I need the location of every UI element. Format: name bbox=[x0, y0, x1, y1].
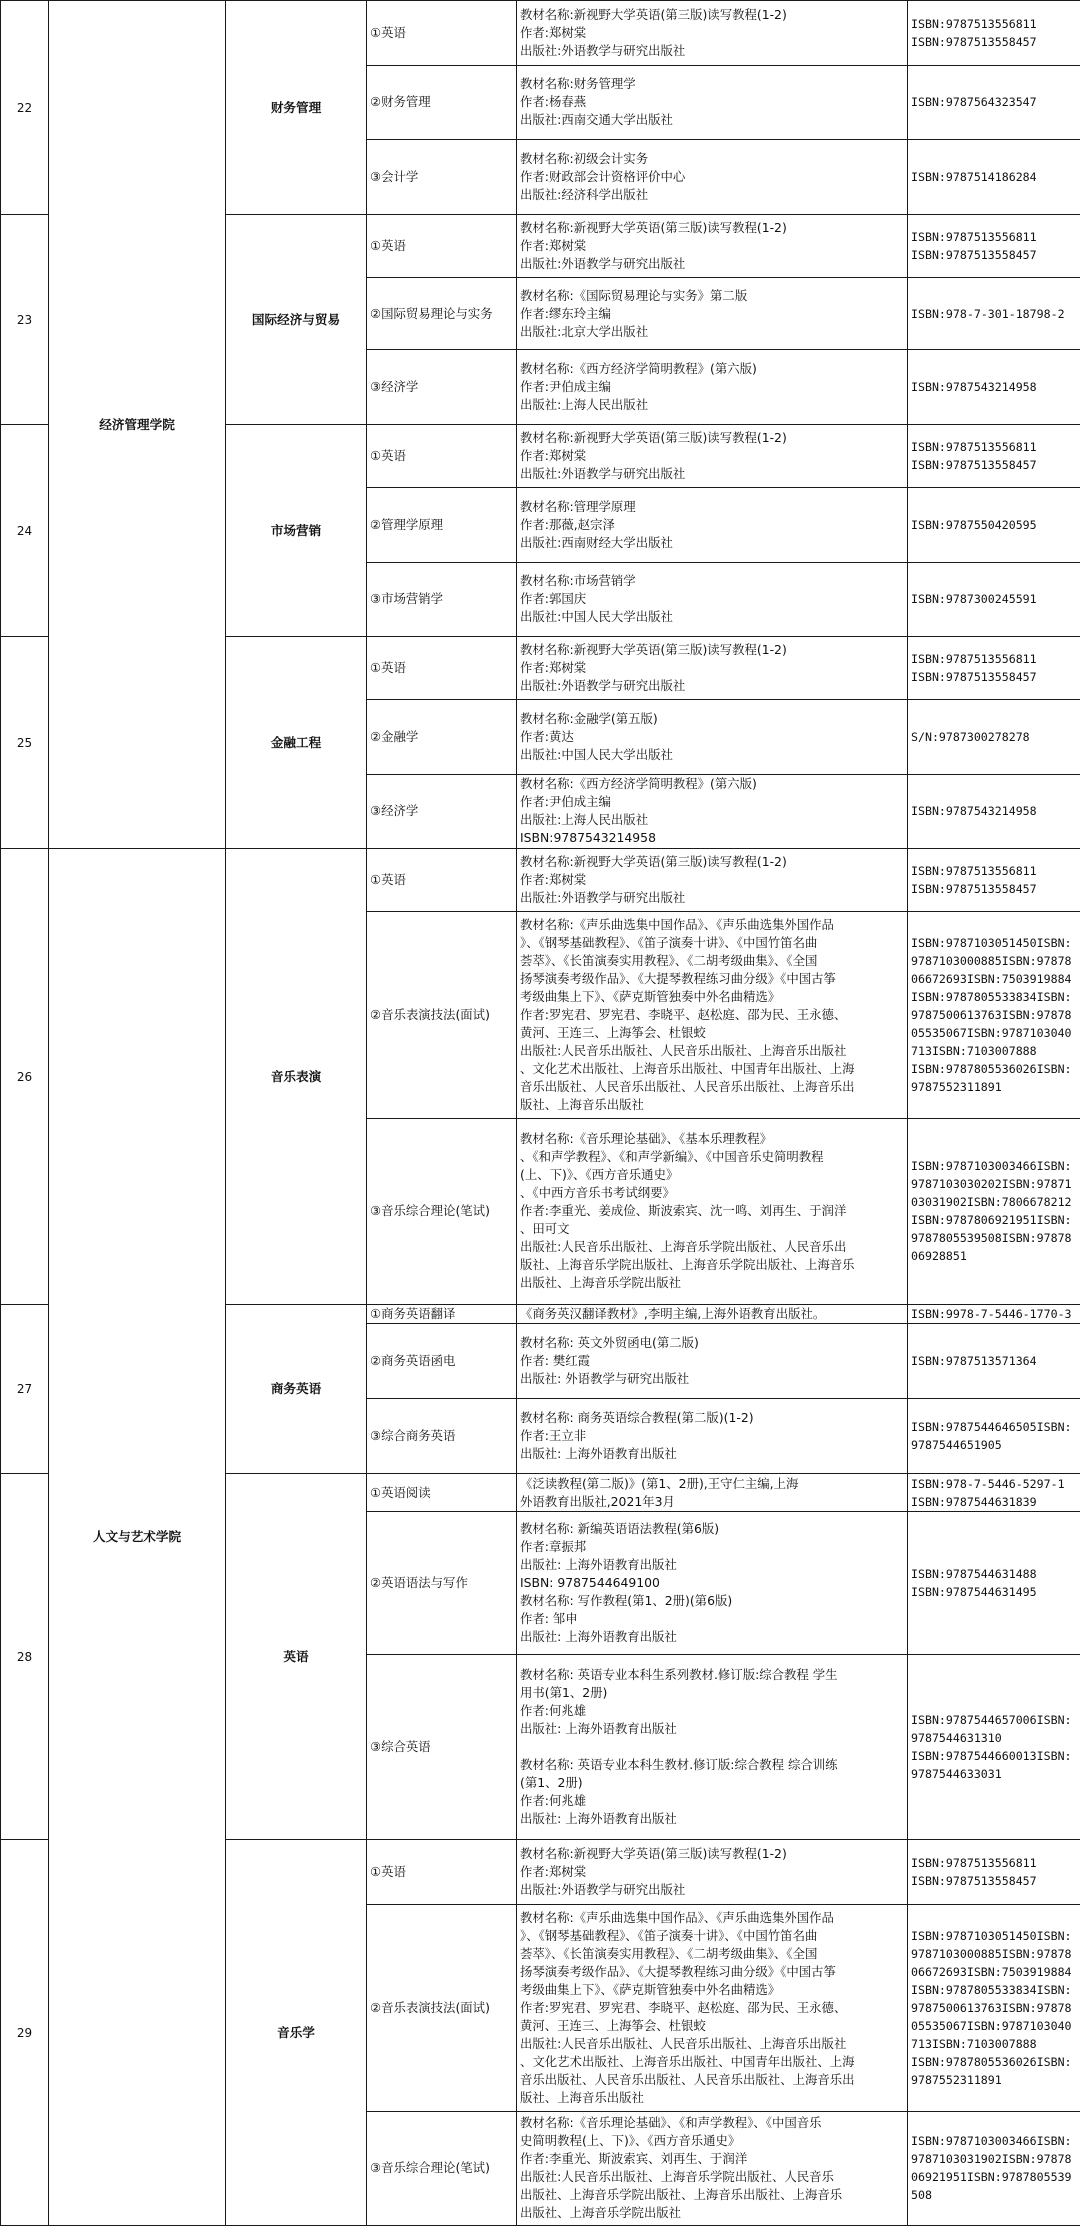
textbook-line: 出版社: 上海外语教育出版社 bbox=[520, 1629, 677, 1645]
isbn-line: 06928851 bbox=[911, 1249, 967, 1264]
isbn-line: ISBN:9787805536026ISBN: bbox=[911, 2054, 1072, 2069]
textbook-line: 考级曲集上下》、《萨克斯管独奏中外名曲精选》 bbox=[520, 1981, 781, 1997]
isbn-info bbox=[908, 774, 1080, 849]
textbook-line: 教材名称: 英文外贸函电(第二版) bbox=[520, 1334, 699, 1350]
isbn-line: 9787103000885ISBN:97878 bbox=[911, 1946, 1072, 1961]
course-name: ③经济学 bbox=[367, 774, 517, 849]
textbook-line: 作者:财政部会计资格评价中心 bbox=[520, 169, 686, 185]
textbook-line: 教材名称: 新编英语语法教程(第6版) bbox=[520, 1521, 720, 1537]
textbook-line: 教材名称:新视野大学英语(第三版)读写教程(1-2) bbox=[520, 854, 787, 870]
isbn-line: 9787103031902ISBN:97878 bbox=[911, 2152, 1072, 2167]
course-name: ①英语阅读 bbox=[367, 1474, 517, 1511]
textbook-line: 作者:郑树棠 bbox=[520, 1863, 587, 1879]
textbook-info bbox=[517, 562, 908, 637]
textbook-line: 出版社:中国人民大学出版社 bbox=[520, 746, 673, 762]
textbook-line: 作者:李重光、姜成俭、斯波索宾、沈一鸣、刘再生、于润洋 bbox=[520, 1203, 847, 1219]
isbn-line: ISBN:9787513556811 bbox=[911, 439, 1037, 454]
course-name: ②管理学原理 bbox=[367, 487, 517, 562]
textbook-line: 出版社:上海人民出版社 bbox=[520, 397, 649, 413]
textbook-line: 作者:尹伯成主编 bbox=[520, 794, 611, 810]
isbn-info bbox=[908, 350, 1080, 425]
course-name: ③会计学 bbox=[367, 140, 517, 215]
textbook-line: 出版社:人民音乐出版社、人民音乐出版社、上海音乐出版社 bbox=[520, 1042, 847, 1058]
isbn-line: ISBN:9787564323547 bbox=[911, 95, 1037, 110]
isbn-info bbox=[908, 1474, 1080, 1511]
textbook-line: 、文化艺术出版社、上海音乐出版社、中国青年出版社、上海 bbox=[520, 1060, 855, 1076]
course-name: ①英语 bbox=[367, 1, 517, 66]
textbook-line: 出版社:人民音乐出版社、上海音乐学院出版社、人民音乐出 bbox=[520, 1239, 847, 1255]
textbook-info bbox=[517, 1511, 908, 1654]
textbook-line: 教材名称: 写作教程(第1、2册)(第6版) bbox=[520, 1593, 733, 1609]
course-name: ③音乐综合理论(笔试) bbox=[367, 2111, 517, 2225]
isbn-line: ISBN:9787513558457 bbox=[911, 670, 1037, 685]
isbn-line: ISBN:9787544631488 bbox=[911, 1567, 1037, 1582]
textbook-line: 作者: 邹申 bbox=[520, 1611, 578, 1627]
isbn-line: 713ISBN:7103007888 bbox=[911, 2036, 1037, 2051]
textbook-line: 教材名称:《声乐曲选集中国作品》、《声乐曲选集外国作品 bbox=[520, 1909, 834, 1925]
isbn-line: 9787544651905 bbox=[911, 1438, 1002, 1453]
textbook-info bbox=[517, 1398, 908, 1474]
textbook-line: (第1、2册) bbox=[520, 1775, 583, 1791]
row-number: 22 bbox=[1, 1, 49, 215]
isbn-line: ISBN:9787300245591 bbox=[911, 592, 1037, 607]
isbn-line: ISBN:9787513571364 bbox=[911, 1353, 1037, 1368]
course-name: ①英语 bbox=[367, 425, 517, 488]
textbook-line: 荟萃》、《长笛演奏实用教程》、《二胡考级曲集》、《全国 bbox=[520, 1945, 818, 1961]
textbook-line: 、《中西方音乐书考试纲要》 bbox=[520, 1185, 675, 1201]
textbook-line: 出版社:人民音乐出版社、上海音乐学院出版社、人民音乐 bbox=[520, 2169, 834, 2185]
row-number: 23 bbox=[1, 215, 49, 425]
course-name: ③音乐综合理论(笔试) bbox=[367, 1118, 517, 1304]
textbook-line: 作者:黄达 bbox=[520, 728, 574, 744]
course-name: ②金融学 bbox=[367, 699, 517, 774]
textbook-line: 作者:那薇,赵宗泽 bbox=[520, 516, 615, 532]
textbook-line: 版社、上海音乐学院出版社、上海音乐学院出版社、上海音乐 bbox=[520, 1257, 855, 1273]
textbook-line: 出版社: 上海外语教育出版社 bbox=[520, 1721, 677, 1737]
textbook-line: ISBN: 9787544649100 bbox=[520, 1575, 660, 1591]
row-number: 28 bbox=[1, 1474, 49, 1840]
isbn-line: 9787552311891 bbox=[911, 2072, 1002, 2087]
course-name: ②国际贸易理论与实务 bbox=[367, 277, 517, 350]
course-name: ①英语 bbox=[367, 215, 517, 278]
textbook-line: 版社、上海音乐出版社 bbox=[520, 2089, 644, 2105]
isbn-line: 9787500613763ISBN:97878 bbox=[911, 2000, 1072, 2015]
isbn-line: ISBN:9787805533834ISBN: bbox=[911, 989, 1072, 1004]
textbook-line: 出版社:外语教学与研究出版社 bbox=[520, 678, 686, 694]
textbook-line: 出版社: 外语教学与研究出版社 bbox=[520, 1370, 690, 1386]
textbook-line: 扬琴演奏考级作品》、《大提琴教程练习曲分级》《中国古筝 bbox=[520, 970, 836, 986]
textbook-line: 出版社:北京大学出版社 bbox=[520, 323, 649, 339]
textbook-line: 教材名称:财务管理学 bbox=[520, 76, 636, 92]
textbook-line: 荟萃》、《长笛演奏实用教程》、《二胡考级曲集》、《全国 bbox=[520, 952, 818, 968]
course-name: ③市场营销学 bbox=[367, 562, 517, 637]
isbn-info bbox=[908, 277, 1080, 350]
textbook-info bbox=[517, 1655, 908, 1840]
isbn-line: ISBN:9787544660013ISBN: bbox=[911, 1749, 1072, 1764]
table-row bbox=[1, 1, 1080, 66]
isbn-line: 9787544631310 bbox=[911, 1731, 1002, 1746]
isbn-line: ISBN:9787513558457 bbox=[911, 247, 1037, 262]
textbook-info bbox=[517, 215, 908, 278]
isbn-info bbox=[908, 1511, 1080, 1654]
isbn-line: ISBN:9787103051450ISBN: bbox=[911, 1928, 1072, 1943]
textbook-line: 出版社、上海音乐学院出版社 bbox=[520, 1275, 682, 1291]
isbn-info bbox=[908, 562, 1080, 637]
row-number: 26 bbox=[1, 849, 49, 1304]
isbn-line: 9787500613763ISBN:97878 bbox=[911, 1007, 1072, 1022]
textbook-info bbox=[517, 2111, 908, 2225]
isbn-line: 05535067ISBN:9787103040 bbox=[911, 1025, 1072, 1040]
isbn-info bbox=[908, 1323, 1080, 1398]
row-number: 29 bbox=[1, 1840, 49, 2226]
textbook-line: 作者:章振邦 bbox=[520, 1539, 587, 1555]
isbn-line: ISBN:9787513556811 bbox=[911, 864, 1037, 879]
isbn-line: 9787805539508ISBN:97878 bbox=[911, 1231, 1072, 1246]
isbn-info bbox=[908, 425, 1080, 488]
textbook-line: 出版社:上海人民出版社 bbox=[520, 812, 649, 828]
textbook-info bbox=[517, 1474, 908, 1511]
textbook-line: 出版社:外语教学与研究出版社 bbox=[520, 42, 686, 58]
textbook-line: 史简明教程(上、下)》、《西方音乐通史》 bbox=[520, 2133, 741, 2149]
major-name: 金融工程 bbox=[226, 637, 367, 849]
textbook-info bbox=[517, 1, 908, 66]
isbn-line: ISBN:9787544631839 bbox=[911, 1494, 1037, 1509]
textbook-line: 、文化艺术出版社、上海音乐出版社、中国青年出版社、上海 bbox=[520, 2053, 855, 2069]
isbn-line: S/N:9787300278278 bbox=[911, 729, 1030, 744]
textbook-line: 出版社: 上海外语教育出版社 bbox=[520, 1446, 677, 1462]
isbn-line: ISBN:9787544657006ISBN: bbox=[911, 1713, 1072, 1728]
textbook-line: 教材名称:金融学(第五版) bbox=[520, 710, 658, 726]
textbook-info bbox=[517, 637, 908, 700]
isbn-info bbox=[908, 1840, 1080, 1905]
course-name: ①英语 bbox=[367, 849, 517, 912]
textbook-line: 出版社: 上海外语教育出版社 bbox=[520, 1811, 677, 1827]
textbook-info bbox=[517, 699, 908, 774]
isbn-line: ISBN:9787513556811 bbox=[911, 652, 1037, 667]
textbook-line: 出版社:人民音乐出版社、人民音乐出版社、上海音乐出版社 bbox=[520, 2035, 847, 2051]
major-name: 音乐学 bbox=[226, 1840, 367, 2226]
textbook-line: 作者:郭国庆 bbox=[520, 591, 587, 607]
isbn-line: ISBN:9787103051450ISBN: bbox=[911, 935, 1072, 950]
textbook-line: 作者:杨春燕 bbox=[520, 94, 587, 110]
isbn-line: ISBN:9787513556811 bbox=[911, 1855, 1037, 1870]
isbn-info bbox=[908, 1655, 1080, 1840]
textbook-line: 教材名称: 英语专业本科生教材.修订版:综合教程 综合训练 bbox=[520, 1757, 838, 1773]
isbn-line: ISBN:9787103003466ISBN: bbox=[911, 2134, 1072, 2149]
isbn-info bbox=[908, 1, 1080, 66]
textbook-line: 外语教育出版社,2021年3月 bbox=[520, 1493, 675, 1509]
major-name: 市场营销 bbox=[226, 425, 367, 637]
textbook-info bbox=[517, 1840, 908, 1905]
textbook-line: 教材名称:《西方经济学简明教程》(第六版) bbox=[520, 361, 757, 377]
textbook-line: 出版社、上海音乐学院出版社 bbox=[520, 2205, 682, 2221]
isbn-line: ISBN:9787513558457 bbox=[911, 882, 1037, 897]
isbn-line: ISBN:9787544646505ISBN: bbox=[911, 1420, 1072, 1435]
textbook-line: 音乐出版社、人民音乐出版社、人民音乐出版社、上海音乐出 bbox=[520, 1078, 855, 1094]
textbook-line: 出版社:外语教学与研究出版社 bbox=[520, 890, 686, 906]
major-name: 国际经济与贸易 bbox=[226, 215, 367, 425]
textbook-line: 》、《钢琴基础教程》、《笛子演奏十讲》、《中国竹笛名曲 bbox=[520, 934, 818, 950]
textbook-line: 教材名称:管理学原理 bbox=[520, 498, 636, 514]
textbook-line: 教材名称:《音乐理论基础》、《和声学教程》、《中国音乐 bbox=[520, 2115, 822, 2131]
textbook-line: 《泛读教程(第二版)》(第1、2册),王守仁主编,上海 bbox=[520, 1475, 799, 1491]
major-name: 财务管理 bbox=[226, 1, 367, 215]
textbook-line: 教材名称:新视野大学英语(第三版)读写教程(1-2) bbox=[520, 219, 787, 235]
textbook-line: 黄河、王连三、上海筝会、杜银蛟 bbox=[520, 2017, 706, 2033]
isbn-info bbox=[908, 911, 1080, 1118]
textbook-info bbox=[517, 487, 908, 562]
textbook-line: 作者:郑树棠 bbox=[520, 24, 587, 40]
textbook-line: 教材名称:新视野大学英语(第三版)读写教程(1-2) bbox=[520, 6, 787, 22]
isbn-info bbox=[908, 487, 1080, 562]
textbook-line: 作者:缪东玲主编 bbox=[520, 305, 611, 321]
isbn-line: ISBN:9787513558457 bbox=[911, 1873, 1037, 1888]
textbook-line: 《商务英汉翻译教材》,李明主编,上海外语教育出版社。 bbox=[520, 1305, 826, 1321]
isbn-info bbox=[908, 699, 1080, 774]
textbook-line: 教材名称:《西方经济学简明教程》(第六版) bbox=[520, 776, 757, 792]
textbook-line: 音乐出版社、人民音乐出版社、人民音乐出版社、上海音乐出 bbox=[520, 2071, 855, 2087]
textbook-info bbox=[517, 1118, 908, 1304]
isbn-line: ISBN:978-7-301-18798-2 bbox=[911, 306, 1065, 321]
textbook-line: 出版社:外语教学与研究出版社 bbox=[520, 255, 686, 271]
textbook-line: ISBN:9787543214958 bbox=[520, 830, 656, 846]
textbook-line: 作者:何兆雄 bbox=[520, 1703, 587, 1719]
textbook-line: 作者:何兆雄 bbox=[520, 1793, 587, 1809]
college-name: 人文与艺术学院 bbox=[49, 849, 226, 2226]
textbook-line: 出版社:西南财经大学出版社 bbox=[520, 534, 673, 550]
textbook-info bbox=[517, 425, 908, 488]
textbook-info bbox=[517, 911, 908, 1118]
row-number: 25 bbox=[1, 637, 49, 849]
major-name: 英语 bbox=[226, 1474, 367, 1840]
isbn-info bbox=[908, 65, 1080, 140]
isbn-line: ISBN:9787513558457 bbox=[911, 34, 1037, 49]
course-name: ③综合商务英语 bbox=[367, 1398, 517, 1474]
isbn-line: ISBN:9787805533834ISBN: bbox=[911, 1982, 1072, 1997]
isbn-info bbox=[908, 140, 1080, 215]
isbn-line: 06672693ISBN:7503919884 bbox=[911, 971, 1072, 986]
textbook-info bbox=[517, 1904, 908, 2111]
textbook-line: 考级曲集上下》、《萨克斯管独奏中外名曲精选》 bbox=[520, 988, 781, 1004]
isbn-line: 713ISBN:7103007888 bbox=[911, 1043, 1037, 1058]
textbook-info bbox=[517, 350, 908, 425]
isbn-line: 06921951ISBN:9787805539 bbox=[911, 2170, 1072, 2185]
textbook-info bbox=[517, 1323, 908, 1398]
isbn-line: 9787552311891 bbox=[911, 1079, 1002, 1094]
isbn-line: ISBN:9787513558457 bbox=[911, 457, 1037, 472]
textbook-line: 作者:罗宪君、罗宪君、李晓平、赵松庭、邵为民、王永德、 bbox=[520, 1999, 847, 2015]
college-name: 经济管理学院 bbox=[49, 1, 226, 849]
isbn-info bbox=[908, 1118, 1080, 1304]
isbn-line: ISBN:9787550420595 bbox=[911, 517, 1037, 532]
textbook-line: 、田可文 bbox=[520, 1221, 570, 1237]
isbn-info bbox=[908, 637, 1080, 700]
textbook-line: 教材名称:《声乐曲选集中国作品》、《声乐曲选集外国作品 bbox=[520, 916, 834, 932]
isbn-line: ISBN:978-7-5446-5297-1 bbox=[911, 1476, 1065, 1491]
textbook-line: 教材名称: 英语专业本科生系列教材.修订版:综合教程 学生 bbox=[520, 1667, 838, 1683]
textbook-line: 作者:罗宪君、罗宪君、李晓平、赵松庭、邵为民、王永德、 bbox=[520, 1006, 847, 1022]
isbn-line: 03031902ISBN:7806678212 bbox=[911, 1195, 1072, 1210]
textbook-line: 出版社、上海音乐学院出版社、上海音乐出版社、上海音乐 bbox=[520, 2187, 843, 2203]
isbn-info bbox=[908, 215, 1080, 278]
course-name: ②英语语法与写作 bbox=[367, 1511, 517, 1654]
isbn-line: ISBN:9787514186284 bbox=[911, 170, 1037, 185]
textbook-line: 作者:李重光、斯波索宾、刘再生、于润洋 bbox=[520, 2151, 748, 2167]
textbook-line: 、《和声学教程》、《和声学新编》、《中国音乐史简明教程 bbox=[520, 1149, 824, 1165]
course-name: ②商务英语函电 bbox=[367, 1323, 517, 1398]
major-name: 音乐表演 bbox=[226, 849, 367, 1304]
textbook-line bbox=[520, 1738, 904, 1756]
isbn-line: 9787544633031 bbox=[911, 1767, 1002, 1782]
isbn-line: 9787103000885ISBN:97878 bbox=[911, 953, 1072, 968]
isbn-info bbox=[908, 849, 1080, 912]
isbn-line: ISBN:9787544631495 bbox=[911, 1585, 1037, 1600]
textbook-line: 教材名称:新视野大学英语(第三版)读写教程(1-2) bbox=[520, 429, 787, 445]
isbn-line: ISBN:9787543214958 bbox=[911, 804, 1037, 819]
textbook-line: 作者:郑树棠 bbox=[520, 660, 587, 676]
textbook-line: 作者:郑树棠 bbox=[520, 447, 587, 463]
textbook-info bbox=[517, 65, 908, 140]
textbook-line: 》、《钢琴基础教程》、《笛子演奏十讲》、《中国竹笛名曲 bbox=[520, 1927, 818, 1943]
textbook-line: 教材名称:《音乐理论基础》、《基本乐理教程》 bbox=[520, 1131, 772, 1147]
textbook-line: (上、下)》、《西方音乐通史》 bbox=[520, 1167, 679, 1183]
textbook-line: 出版社:外语教学与研究出版社 bbox=[520, 465, 686, 481]
course-name: ①英语 bbox=[367, 1840, 517, 1905]
textbook-line: 用书(第1、2册) bbox=[520, 1685, 608, 1701]
course-name: ③综合英语 bbox=[367, 1655, 517, 1840]
textbook-info bbox=[517, 774, 908, 849]
major-name: 商务英语 bbox=[226, 1304, 367, 1474]
isbn-line: 05535067ISBN:9787103040 bbox=[911, 2018, 1072, 2033]
textbook-line: 黄河、王连三、上海筝会、杜银蛟 bbox=[520, 1024, 706, 1040]
isbn-line: ISBN:9787805536026ISBN: bbox=[911, 1061, 1072, 1076]
course-name: ①商务英语翻译 bbox=[367, 1304, 517, 1323]
textbook-info bbox=[517, 140, 908, 215]
row-number: 24 bbox=[1, 425, 49, 637]
row-number: 27 bbox=[1, 1304, 49, 1474]
textbook-line: 教材名称:市场营销学 bbox=[520, 573, 636, 589]
textbook-info bbox=[517, 277, 908, 350]
isbn-info bbox=[908, 2111, 1080, 2225]
textbook-info bbox=[517, 1304, 908, 1323]
isbn-line: ISBN:9787513556811 bbox=[911, 16, 1037, 31]
isbn-line: ISBN:9787543214958 bbox=[911, 380, 1037, 395]
isbn-line: 9787103030202ISBN:97871 bbox=[911, 1177, 1072, 1192]
course-name: ③经济学 bbox=[367, 350, 517, 425]
textbook-line: 教材名称:新视野大学英语(第三版)读写教程(1-2) bbox=[520, 642, 787, 658]
textbook-line: 作者:王立非 bbox=[520, 1428, 587, 1444]
isbn-line: ISBN:9787103003466ISBN: bbox=[911, 1159, 1072, 1174]
isbn-line: ISBN:9978-7-5446-1770-3 bbox=[911, 1306, 1072, 1321]
textbook-line: 教材名称:《国际贸易理论与实务》第二版 bbox=[520, 287, 748, 303]
isbn-line: ISBN:9787513556811 bbox=[911, 229, 1037, 244]
textbook-line: 作者: 樊红霞 bbox=[520, 1352, 591, 1368]
textbook-line: 教材名称:新视野大学英语(第三版)读写教程(1-2) bbox=[520, 1845, 787, 1861]
textbook-line: 扬琴演奏考级作品》、《大提琴教程练习曲分级》《中国古筝 bbox=[520, 1963, 836, 1979]
textbook-line: 作者:尹伯成主编 bbox=[520, 379, 611, 395]
textbook-info bbox=[517, 849, 908, 912]
textbook-line: 出版社:外语教学与研究出版社 bbox=[520, 1881, 686, 1897]
textbook-line: 出版社:中国人民大学出版社 bbox=[520, 609, 673, 625]
textbook-line: 教材名称:初级会计实务 bbox=[520, 151, 649, 167]
course-name: ②音乐表演技法(面试) bbox=[367, 1904, 517, 2111]
isbn-info bbox=[908, 1304, 1080, 1323]
textbook-line: 出版社: 上海外语教育出版社 bbox=[520, 1557, 677, 1573]
isbn-info bbox=[908, 1904, 1080, 2111]
isbn-line: 06672693ISBN:7503919884 bbox=[911, 1964, 1072, 1979]
textbook-line: 出版社:经济科学出版社 bbox=[520, 187, 649, 203]
course-name: ①英语 bbox=[367, 637, 517, 700]
isbn-line: ISBN:9787806921951ISBN: bbox=[911, 1213, 1072, 1228]
table-row bbox=[1, 849, 1080, 912]
course-name: ②音乐表演技法(面试) bbox=[367, 911, 517, 1118]
isbn-info bbox=[908, 1398, 1080, 1474]
course-name: ②财务管理 bbox=[367, 65, 517, 140]
textbook-line: 作者:郑树棠 bbox=[520, 237, 587, 253]
isbn-line: 508 bbox=[911, 2188, 932, 2203]
textbook-line: 教材名称: 商务英语综合教程(第二版)(1-2) bbox=[520, 1410, 754, 1426]
textbook-line: 作者:郑树棠 bbox=[520, 872, 587, 888]
textbook-line: 出版社:西南交通大学出版社 bbox=[520, 112, 673, 128]
table-body bbox=[1, 1, 1080, 2226]
textbook-line: 版社、上海音乐出版社 bbox=[520, 1096, 644, 1112]
